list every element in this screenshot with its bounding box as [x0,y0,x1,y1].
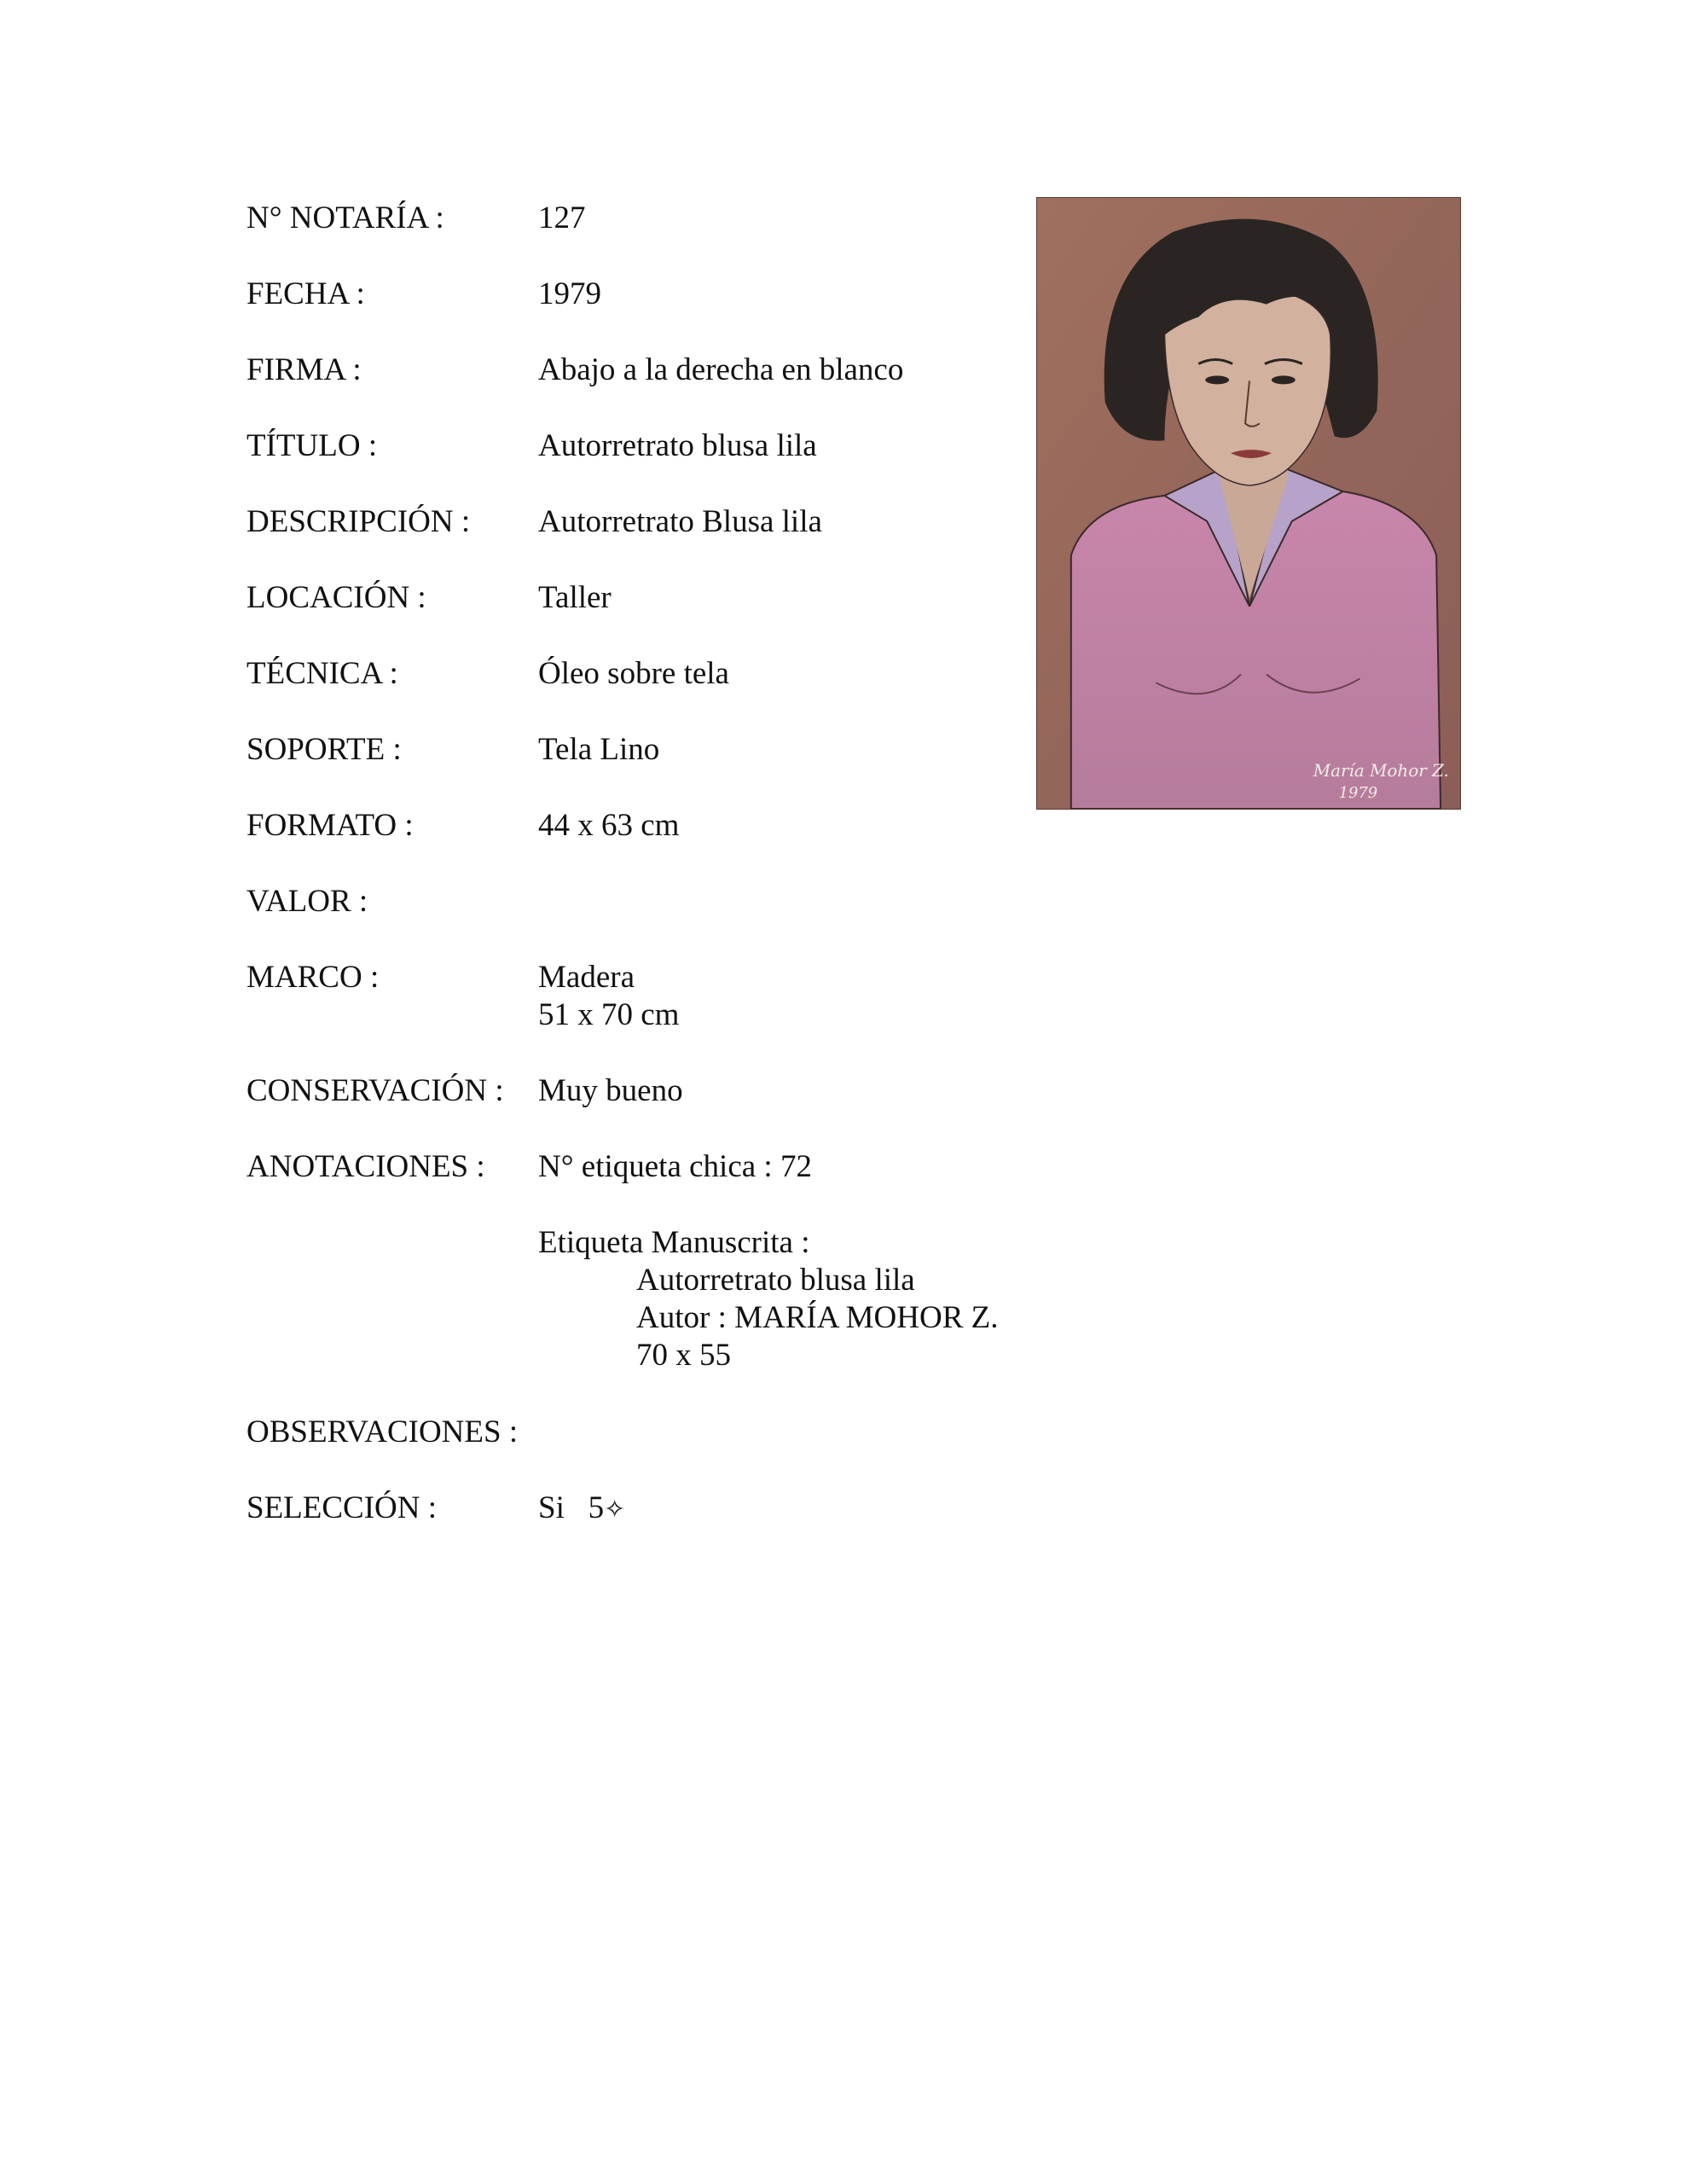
field-value: Muy bueno [538,1073,683,1108]
field-label: ANOTACIONES : [246,1149,485,1184]
etiqueta-block [538,1224,999,1374]
self-portrait-painting [1037,198,1460,809]
etiqueta-line: Autor : MARÍA MOHOR Z. [636,1300,999,1335]
field-label: TÉCNICA : [246,656,398,691]
field-label: FECHA : [246,276,365,311]
field-label: MARCO : [246,960,380,995]
field-label: SOPORTE : [246,732,402,767]
field-value: Abajo a la derecha en blanco [538,352,904,387]
field-value: Óleo sobre tela [538,656,729,691]
field-value: Autorretrato Blusa lila [538,504,822,539]
etiqueta-line: Autorretrato blusa lila [636,1263,915,1298]
field-label: SELECCIÓN : [246,1490,438,1525]
field-label: FORMATO : [246,808,414,843]
field-value: Autorretrato blusa lila [538,428,817,463]
field-label: LOCACIÓN : [246,580,426,615]
painting-signature: María Mohor Z. [1313,761,1449,781]
field-value: 127 [538,200,586,235]
field-label: VALOR : [246,884,368,919]
eye-left [1205,375,1229,384]
field-label: TÍTULO : [246,428,378,463]
painting-image [1036,197,1461,810]
star-icon: ✧ [604,1495,626,1525]
field-value [538,959,679,1034]
painting-signature-year: 1979 [1338,784,1378,803]
marco-size: 51 x 70 cm [538,997,680,1032]
etiqueta-line: 70 x 55 [636,1338,731,1373]
field-value: N° etiqueta chica : 72 [538,1149,812,1184]
seleccion-value: Si 5 [538,1490,605,1525]
field-value [538,1490,625,1529]
field-label: DESCRIPCIÓN : [246,504,471,539]
etiqueta-title: Etiqueta Manuscrita : [538,1225,810,1260]
field-value: Tela Lino [538,732,660,767]
eye-right [1272,375,1296,384]
marco-material: Madera [538,960,635,995]
field-label: N° NOTARÍA : [246,200,444,235]
field-label: FIRMA : [246,352,362,387]
field-value: 44 x 63 cm [538,808,680,843]
field-value: Taller [538,580,612,615]
field-label: CONSERVACIÓN : [246,1073,504,1108]
field-label: OBSERVACIONES : [246,1414,519,1449]
field-value: 1979 [538,276,601,311]
